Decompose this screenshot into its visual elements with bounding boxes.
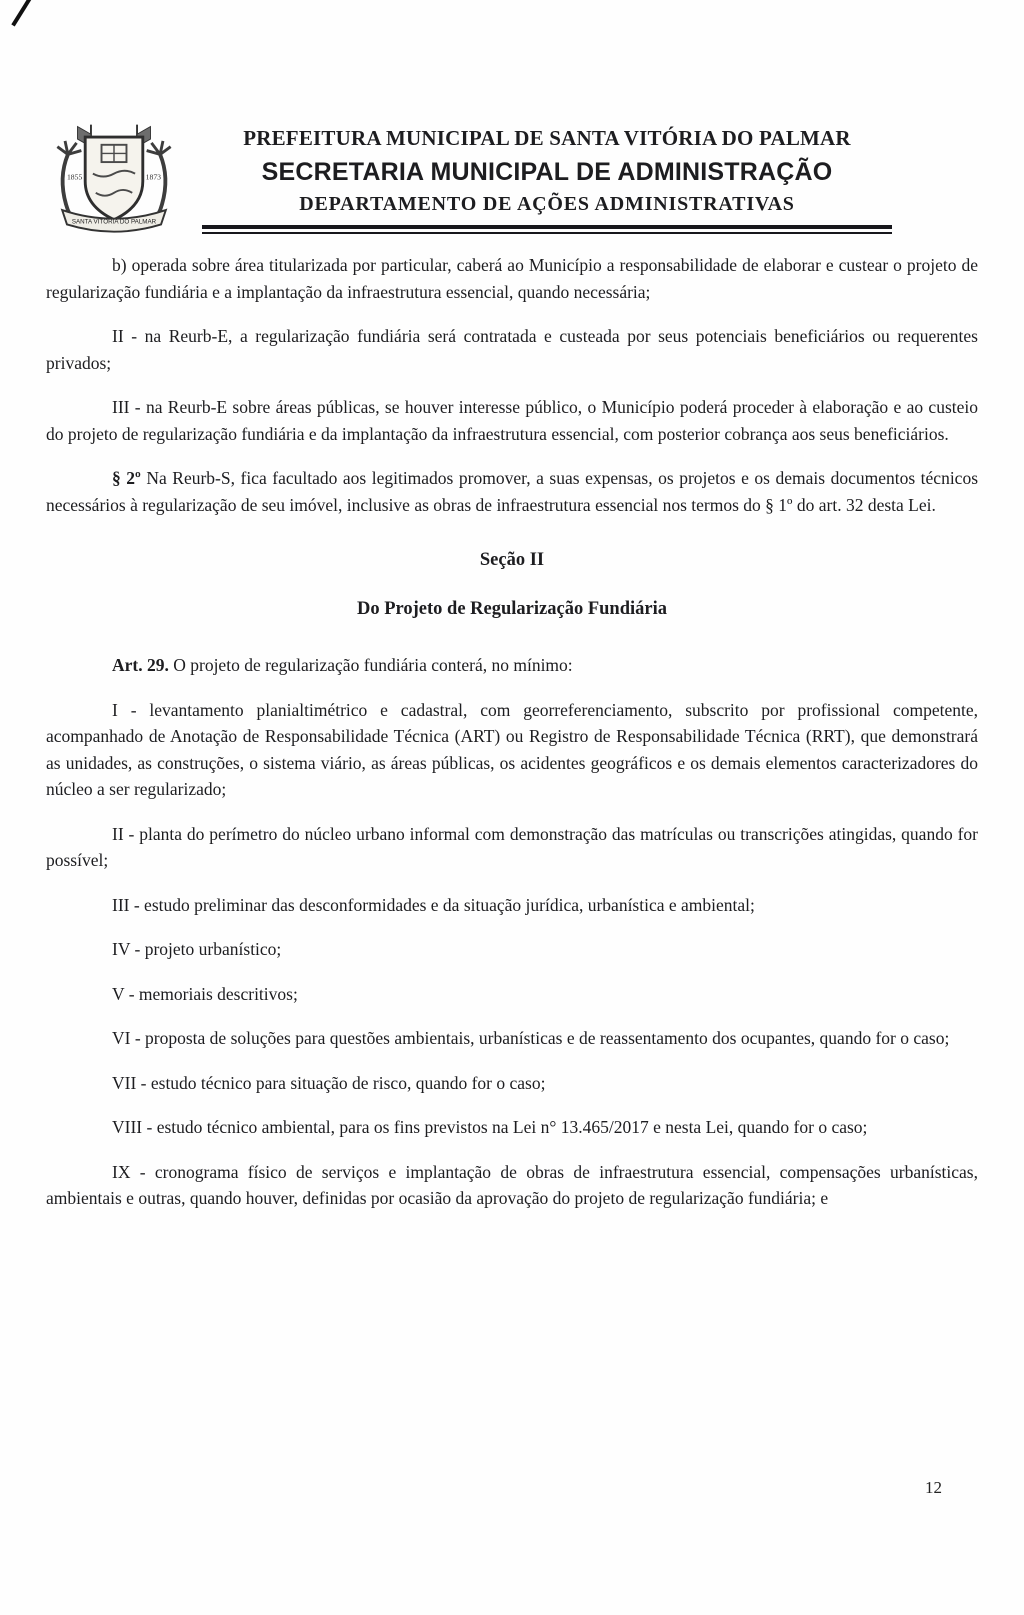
paragraph-text: VI - proposta de soluções para questões ambientais, urbanísticas e de reassentamento dos ocupantes, quando for o caso; bbox=[112, 1028, 950, 1048]
letterhead-rule bbox=[202, 225, 892, 234]
letterhead bbox=[46, 116, 978, 236]
paragraph-text: O projeto de regularização fundiária conterá, no mínimo: bbox=[173, 655, 573, 675]
paragraph-text: IX - cronograma físico de serviços e implantação de obras de infraestrutura essencial, compensações urbanísticas, ambientais e outras, quando houver, definidas por ocasião da aprovação do projeto de regularização fundiária; e bbox=[46, 1161, 978, 1208]
paragraph-text: III - na Reurb-E sobre áreas públicas, se houver interesse público, o Município poderá proceder à elaboração e ao custeio do projeto de regularização fundiária e da implantação da infraestrutura essencial, com posterior cobrança aos seus beneficiários. bbox=[46, 397, 978, 444]
letterhead-text bbox=[202, 116, 978, 234]
logo-year-right: 1873 bbox=[145, 172, 162, 182]
paragraph-text: Na Reurb-S, fica facultado aos legitimados promover, a suas expensas, os projetos e os demais documentos técnicos necessários à regularização de seu imóvel, inclusive as obras de infraestrutura essencial nos termos do § 1º do art. 32 desta Lei. bbox=[46, 468, 979, 515]
paragraph-text: I - levantamento planialtimétrico e cadastral, com georreferenciamento, subscrito por profissional competente, acompanhado de Anotação de Responsabilidade Técnica (ART) ou Registro de Responsabilidade Técnica (RRT), que demonstrará as unidades, as construções, o sistema viário, as áreas públicas, os acidentes geográficos e os demais elementos caracterizadores do núcleo a ser regularizado; bbox=[46, 699, 978, 799]
paragraph-text: II - planta do perímetro do núcleo urbano informal com demonstração das matrículas ou transcrições atingidas, quando for possível; bbox=[46, 823, 978, 870]
paragraph bbox=[46, 652, 978, 679]
paragraph bbox=[46, 252, 978, 305]
paragraph bbox=[46, 465, 978, 518]
paragraph-text: VIII - estudo técnico ambiental, para os fins previstos na Lei n° 13.465/2017 e nesta Lei, quando for o caso; bbox=[112, 1117, 868, 1137]
paragraph bbox=[46, 697, 978, 803]
paragraph-lead: Art. 29. bbox=[112, 655, 169, 675]
letterhead-line1: PREFEITURA MUNICIPAL DE SANTA VITÓRIA DO PALMAR bbox=[243, 126, 851, 150]
logo-year-left: 1855 bbox=[66, 172, 83, 182]
paragraph bbox=[46, 1114, 978, 1141]
logo-banner-text: SANTA VITÓRIA DO PALMAR bbox=[71, 218, 157, 226]
paragraph bbox=[46, 936, 978, 963]
page-number: 12 bbox=[925, 1478, 942, 1497]
scan-artifact bbox=[11, 0, 32, 26]
section-heading: Seção II bbox=[479, 550, 545, 570]
paragraph bbox=[46, 821, 978, 874]
paragraph bbox=[46, 1025, 978, 1052]
document-body bbox=[46, 252, 978, 1212]
paragraph bbox=[46, 394, 978, 447]
municipal-coat-of-arms bbox=[46, 116, 182, 236]
paragraph-text: IV - projeto urbanístico; bbox=[112, 939, 282, 959]
section-subheading: Do Projeto de Regularização Fundiária bbox=[356, 599, 667, 619]
paragraph-text: III - estudo preliminar das desconformidades e da situação jurídica, urbanística e ambiental; bbox=[112, 894, 755, 915]
letterhead-line3: DEPARTAMENTO DE AÇÕES ADMINISTRATIVAS bbox=[299, 193, 795, 215]
paragraph-lead: § 2º bbox=[112, 468, 141, 488]
paragraph-text: VII - estudo técnico para situação de risco, quando for o caso; bbox=[112, 1072, 546, 1093]
paragraph bbox=[46, 1070, 978, 1097]
paragraph bbox=[46, 323, 978, 376]
letterhead-line2: SECRETARIA MUNICIPAL DE ADMINISTRAÇÃO bbox=[261, 158, 833, 186]
paragraph bbox=[46, 892, 978, 919]
paragraph bbox=[46, 981, 978, 1008]
paragraph bbox=[46, 1159, 978, 1212]
paragraph-text: b) operada sobre área titularizada por particular, caberá ao Município a responsabilidade de elaborar e custear o projeto de regularização fundiária e a implantação da infraestrutura essencial, quando necessária; bbox=[46, 255, 978, 302]
paragraph-text: V - memoriais descritivos; bbox=[112, 983, 298, 1004]
paragraph-text: II - na Reurb-E, a regularização fundiária será contratada e custeada por seus potenciais beneficiários ou requerentes privados; bbox=[46, 326, 978, 373]
